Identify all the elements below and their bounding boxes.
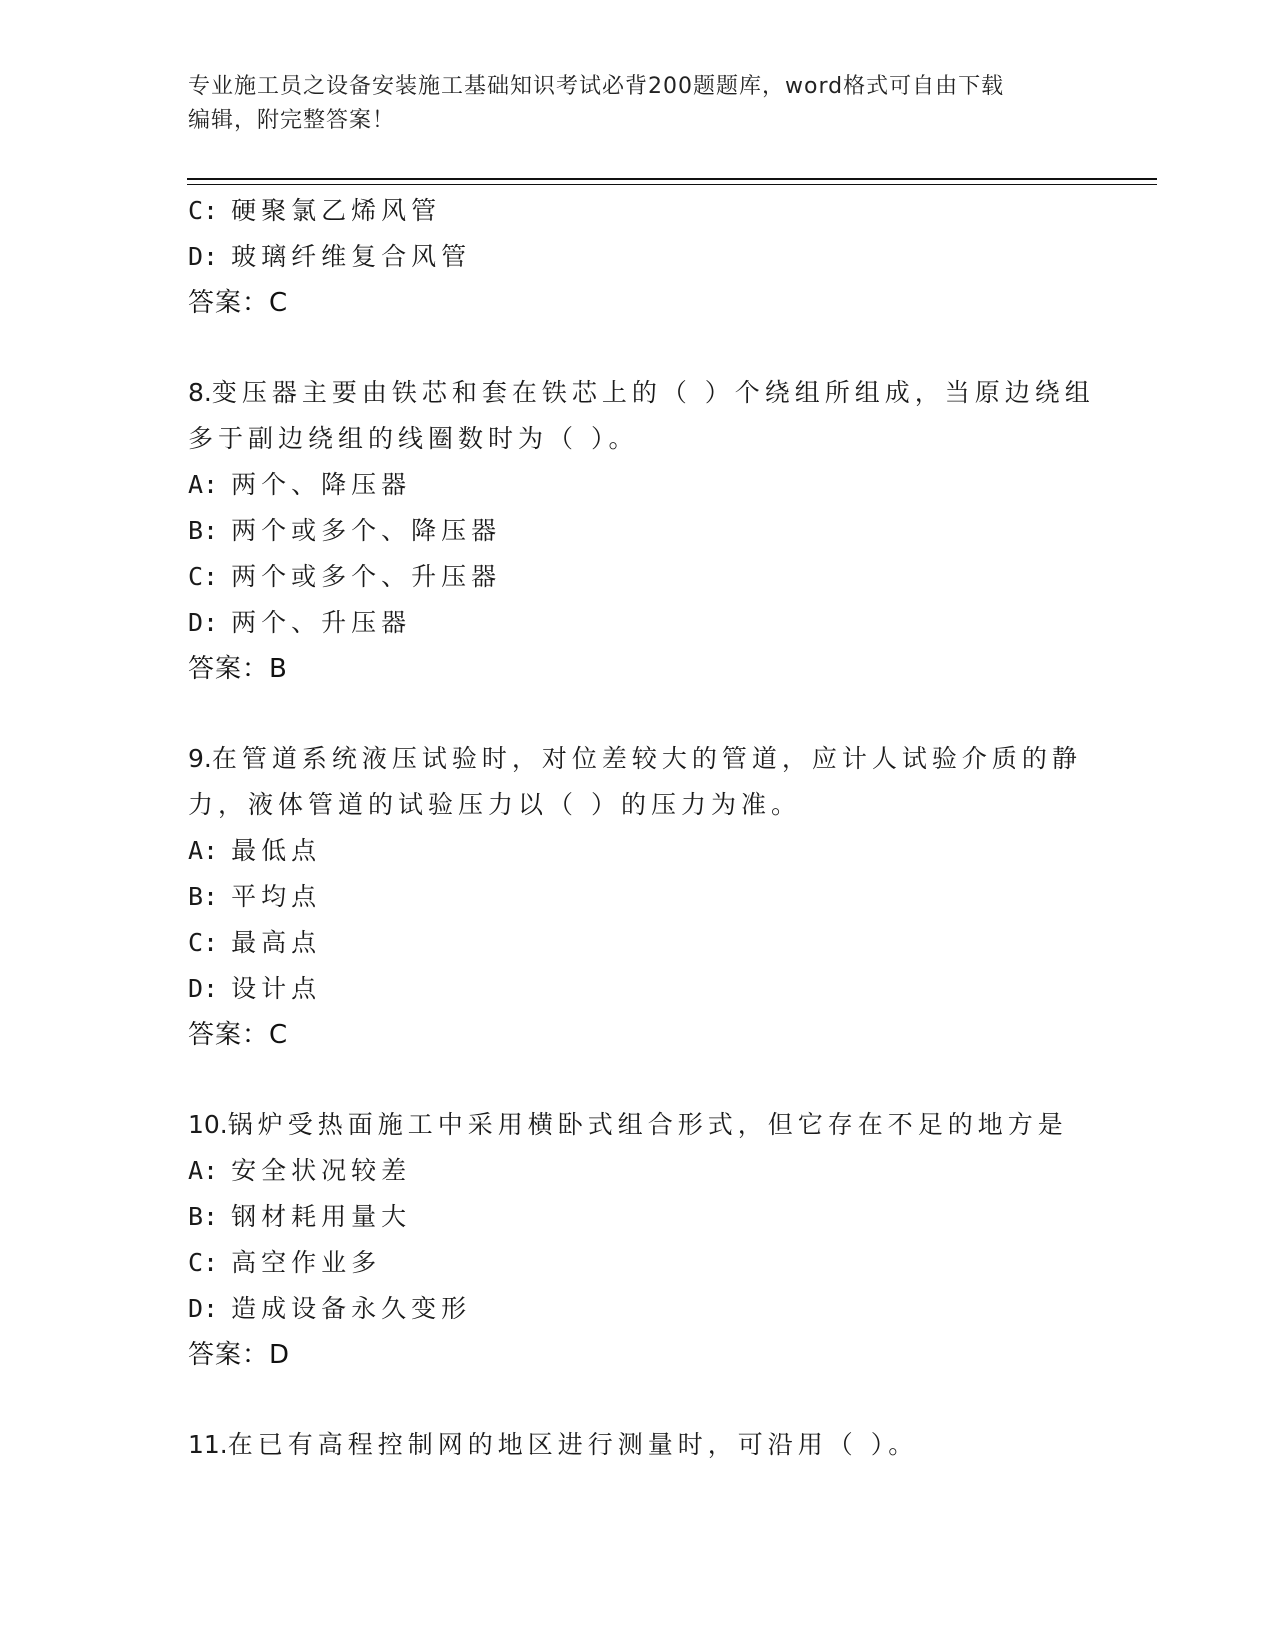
question-8: [188, 370, 1095, 692]
spacer: [188, 692, 1088, 736]
question-stem-continued: 多于副边绕组的线圈数时为（ ）。: [188, 424, 639, 453]
option-d: D: 两个、升压器: [188, 608, 412, 637]
answer-line: 答案：B: [188, 654, 288, 684]
document-header: [188, 70, 1088, 138]
spacer: [188, 326, 1088, 370]
question-stem: 9.在管道系统液压试验时，对位差较大的管道，应计人试验介质的静: [188, 744, 1082, 773]
question-stem-continued: 力，液体管道的试验压力以（ ）的压力为准。: [188, 790, 801, 819]
option-c: C: 最高点: [188, 928, 322, 957]
header-line-2: 编辑，附完整答案！: [188, 108, 396, 133]
question-stem: 10.锅炉受热面施工中采用横卧式组合形式，但它存在不足的地方是: [188, 1110, 1068, 1139]
option-a: A: 最低点: [188, 836, 322, 865]
option-b: B: 钢材耗用量大: [188, 1202, 412, 1231]
answer-line: 答案：C: [188, 1020, 289, 1050]
option-d: D: 玻璃纤维复合风管: [188, 242, 472, 271]
option-d: D: 设计点: [188, 974, 322, 1003]
option-c: C: 高空作业多: [188, 1248, 382, 1277]
option-b: B: 两个或多个、降压器: [188, 516, 502, 545]
question-9: [188, 736, 1088, 1058]
header-divider-thick: [187, 178, 1157, 180]
answer-line: 答案：C: [188, 288, 289, 318]
document-body: [188, 188, 1095, 1468]
answer-line: 答案：D: [188, 1340, 291, 1370]
spacer: [188, 1378, 1088, 1422]
header-divider-thin: [187, 184, 1157, 185]
question-stem: 11.在已有高程控制网的地区进行测量时，可沿用（ ）。: [188, 1430, 919, 1459]
question-11: [188, 1422, 1088, 1468]
option-c: C: 硬聚氯乙烯风管: [188, 196, 442, 225]
option-a: A: 两个、降压器: [188, 470, 412, 499]
option-b: B: 平均点: [188, 882, 322, 911]
spacer: [188, 1058, 1088, 1102]
option-c: C: 两个或多个、升压器: [188, 562, 502, 591]
question-stem: 8.变压器主要由铁芯和套在铁芯上的（ ）个绕组所组成，当原边绕组: [188, 378, 1095, 407]
header-line-1: 专业施工员之设备安装施工基础知识考试必背200题题库，word格式可自由下载: [188, 74, 1005, 99]
option-a: A: 安全状况较差: [188, 1156, 412, 1185]
question-7: [188, 188, 1088, 326]
option-d: D: 造成设备永久变形: [188, 1294, 472, 1323]
question-10: [188, 1102, 1088, 1378]
